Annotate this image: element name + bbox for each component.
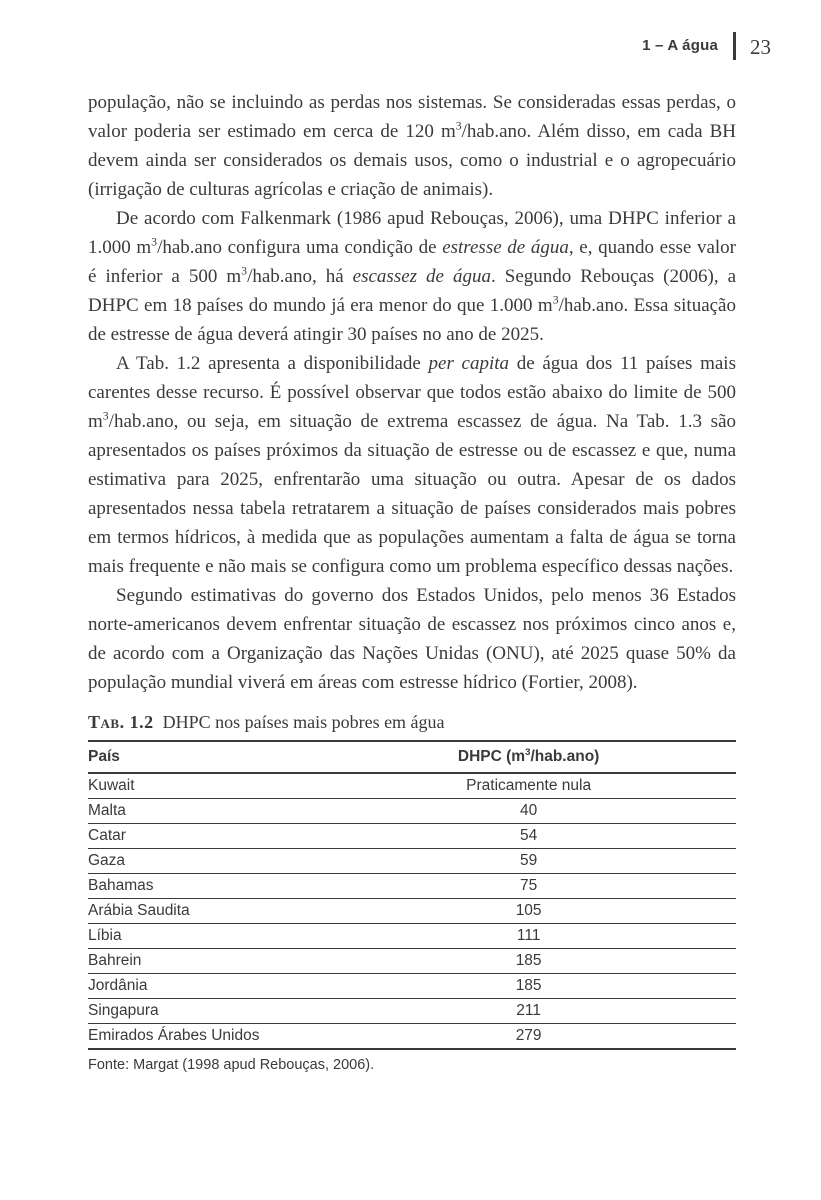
dhpc-value-cell: 75 bbox=[321, 874, 736, 899]
header-divider bbox=[733, 32, 736, 60]
dhpc-value-cell: 211 bbox=[321, 999, 736, 1024]
country-cell: Líbia bbox=[88, 924, 321, 949]
table-source: Fonte: Margat (1998 apud Rebouças, 2006). bbox=[88, 1057, 375, 1073]
table-row bbox=[88, 899, 736, 924]
country-cell: Arábia Saudita bbox=[88, 899, 321, 924]
dhpc-value-cell: 185 bbox=[321, 974, 736, 999]
table-caption bbox=[88, 711, 736, 733]
country-cell: Kuwait bbox=[88, 777, 135, 794]
text-column bbox=[88, 88, 736, 1073]
column-header-dhpc bbox=[321, 741, 736, 773]
dhpc-value-cell: 279 bbox=[321, 1024, 736, 1050]
country-cell: Gaza bbox=[88, 849, 321, 874]
page-number: 23 bbox=[750, 35, 771, 59]
table-caption-label: Tab. 1.2 bbox=[88, 712, 154, 732]
table-header-row bbox=[88, 741, 736, 773]
country-cell: Bahrein bbox=[88, 949, 321, 974]
paragraph: Segundo estimativas do governo dos Estados Unidos, pelo menos 36 Estados norte-americanos devem enfrentar situação de escassez nos próximos cinco anos e, de acordo com a Organização das Nações Unidas (ONU), até 2025 quase 50% da população mundial viverá em áreas com estresse hídrico (Fortier, 2008). bbox=[88, 585, 736, 693]
table-row bbox=[88, 949, 736, 974]
dhpc-table bbox=[88, 740, 736, 1050]
country-cell: Malta bbox=[88, 799, 321, 824]
dhpc-value-cell: 185 bbox=[321, 949, 736, 974]
dhpc-header-sup: 3 bbox=[525, 746, 531, 758]
table-row bbox=[88, 874, 736, 899]
table-row bbox=[88, 999, 736, 1024]
table-row bbox=[88, 824, 736, 849]
table-row bbox=[88, 1024, 736, 1050]
table-caption-text: DHPC nos países mais pobres em água bbox=[162, 712, 445, 732]
table-block bbox=[88, 711, 736, 1073]
chapter-title: 1 – A água bbox=[642, 37, 718, 54]
country-cell: Bahamas bbox=[88, 874, 321, 899]
paragraph: população, não se incluindo as perdas nos sistemas. Se consideradas essas perdas, o valor poderia ser estimado em cerca de 120 $m^3/hab.ano$. Além disso, em cada BH devem ainda ser considerados os demais usos, como o industrial e o agropecuário (irrigação de culturas agrícolas e criação de animais). bbox=[88, 92, 737, 200]
table-row bbox=[88, 974, 736, 999]
country-cell: Jordânia bbox=[88, 974, 321, 999]
country-cell: Catar bbox=[88, 824, 321, 849]
dhpc-value-cell: 40 bbox=[321, 799, 736, 824]
dhpc-value-cell: 105 bbox=[321, 899, 736, 924]
body-paragraphs bbox=[88, 88, 736, 697]
running-head bbox=[642, 31, 771, 60]
dhpc-value-cell: 111 bbox=[321, 924, 736, 949]
paragraph: A Tab. 1.2 apresenta a disponibilidade per capita de água dos 11 países mais carentes desse recurso. É possível observar que todos estão abaixo do limite de 500 $m^3/hab.ano$, ou seja, em situação de extrema escassez de água. Na Tab. 1.3 são apresentados os países próximos da situação de estresse ou de escassez e que, numa estimativa para 2025, enfrentarão uma situação ou outra. Apesar de os dados apresentados nessa tabela retratarem a situação de países considerados mais pobres em termos hídricos, à medida que as populações aumentam a falta de água se torna mais frequente e não mais se configura como um problema específico dessas nações. bbox=[88, 353, 736, 577]
dhpc-header-prefix: DHPC (m bbox=[457, 748, 526, 765]
dhpc-header-suffix: /hab.ano) bbox=[530, 748, 600, 765]
table-row bbox=[88, 799, 736, 824]
country-cell: Emirados Árabes Unidos bbox=[88, 1024, 321, 1050]
table-row bbox=[88, 924, 736, 949]
dhpc-value-cell: 59 bbox=[321, 849, 736, 874]
paragraph: De acordo com Falkenmark (1986 apud Rebouças, 2006), uma DHPC inferior a 1.000 $m^3/hab.ano$ configura uma condição de estresse de água, e, quando esse valor é inferior a 500 $m^3/hab.ano$, há escassez de água. Segundo Rebouças (2006), a DHPC em 18 países do mundo já era menor do que 1.000 $m^3/hab.ano$. Essa situação de estresse de água deverá atingir 30 países no ano de 2025. bbox=[88, 208, 737, 345]
dhpc-value-cell: Praticamente nula bbox=[466, 777, 592, 794]
table-row bbox=[88, 773, 736, 799]
column-header-pais: País bbox=[88, 741, 321, 773]
dhpc-value-cell: 54 bbox=[321, 824, 736, 849]
table-row bbox=[88, 849, 736, 874]
country-cell: Singapura bbox=[88, 999, 321, 1024]
